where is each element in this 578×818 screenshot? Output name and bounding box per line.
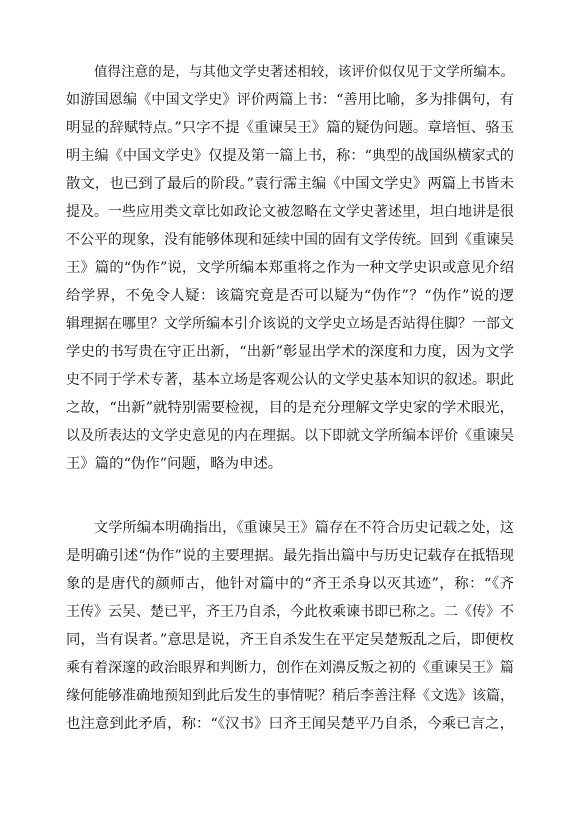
text-line: 王》篇的“伪作”说，文学所编本郑重将之作为一种文学史识或意见介绍 <box>66 260 514 276</box>
text-line: 也注意到此矛盾，称：“《汉书》曰齐王闻吴楚平乃自杀，今乘已言之， <box>66 716 514 732</box>
text-line: 王传》云吴、楚已平，齐王乃自杀，今此枚乘谏书即已称之。二《传》不 <box>66 604 514 620</box>
text-line: 乘有着深邃的政治眼界和判断力，创作在刘濞反叛之初的《重谏吴王》篇 <box>66 660 514 676</box>
text-line: 王》篇的“伪作”问题，略为申述。 <box>66 456 283 472</box>
paragraph-2 <box>66 514 514 738</box>
text-line: 学史的书写贵在守正出新，“出新”彰显出学术的深度和力度，因为文学 <box>66 344 514 360</box>
text-line: 提及。一些应用类文章比如政论文被忽略在文学史著述里，坦白地讲是很 <box>66 204 514 220</box>
text-line: 以及所表达的文学史意见的内在理据。以下即就文学所编本评价《重谏吴 <box>66 428 514 444</box>
text-line: 值得注意的是，与其他文学史著述相较，该评价似仅见于文学所编本。 <box>94 64 514 80</box>
text-line: 文学所编本明确指出，《重谏吴王》篇存在不符合历史记载之处，这 <box>94 520 514 536</box>
text-line: 是明确引述“伪作”说的主要理据。最先指出篇中与历史记载存在抵牾现 <box>66 548 514 564</box>
paragraph-1 <box>66 58 514 478</box>
text-line: 明主编《中国文学史》仅提及第一篇上书，称：“典型的战国纵横家式的 <box>66 148 514 164</box>
text-line: 之故，“出新”就特别需要检视，目的是充分理解文学史家的学术眼光， <box>66 400 514 416</box>
text-line: 明显的辞赋特点。”只字不提《重谏吴王》篇的疑伪问题。章培恒、骆玉 <box>66 120 514 136</box>
text-line: 同，当有误者。”意思是说，齐王自杀发生在平定吴楚叛乱之后，即便枚 <box>66 632 514 648</box>
text-line: 如游国恩编《中国文学史》评价两篇上书：“善用比喻，多为排偶句，有 <box>66 92 514 108</box>
text-line: 缘何能够准确地预知到此后发生的事情呢？稍后李善注释《文选》该篇， <box>66 688 514 704</box>
text-line: 辑理据在哪里？文学所编本引介该说的文学史立场是否站得住脚？一部文 <box>66 316 514 332</box>
text-line: 史不同于学术专著，基本立场是客观公认的文学史基本知识的叙述。职此 <box>66 372 514 388</box>
text-line: 不公平的现象，没有能够体现和延续中国的固有文学传统。回到《重谏吴 <box>66 232 514 248</box>
text-line: 给学界，不免令人疑：该篇究竟是否可以疑为“伪作”？“伪作”说的逻 <box>66 288 514 304</box>
text-line: 象的是唐代的颜师古，他针对篇中的“齐王杀身以灭其迹”，称：“《齐 <box>66 576 514 592</box>
text-line: 散文，也已到了最后的阶段。”袁行霈主编《中国文学史》两篇上书皆未 <box>66 176 514 192</box>
